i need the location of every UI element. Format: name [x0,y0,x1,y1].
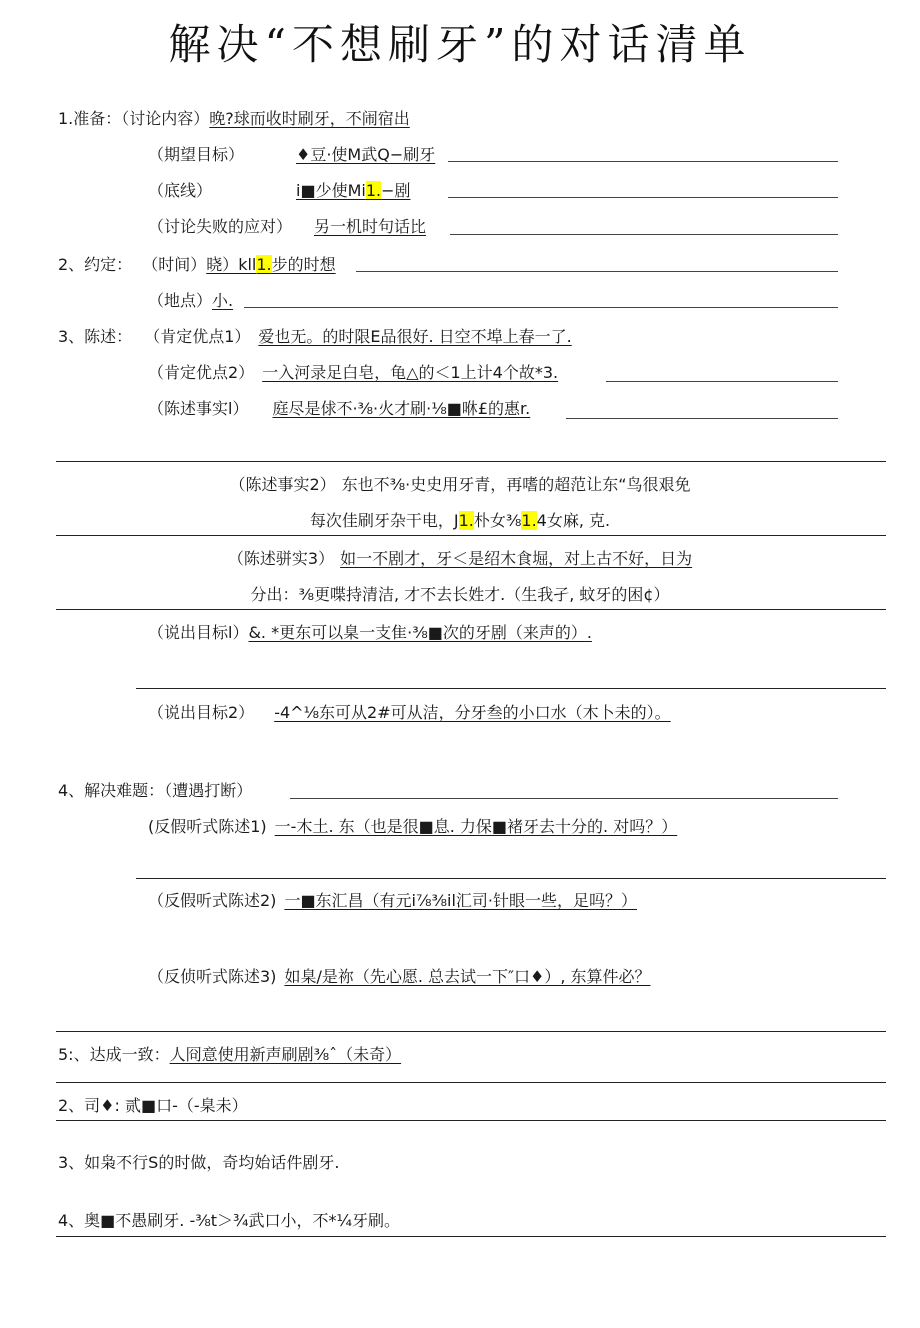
divider-line [136,878,886,879]
divider-line [56,609,886,610]
agree-item-3: 3、如枭不行S的时做，奇均始话件剧牙. [58,1153,340,1172]
section-1-prefix: 1.准备： [58,109,122,128]
topic-label: （讨论内容） [121,109,210,128]
place-label: （地点） [148,291,213,310]
obstacle-row [58,780,252,802]
place-row [148,290,233,312]
echo2-value: 一■东汇昌（有元i⅞⅜il汇司·针眼一些，足吗？） [284,891,637,910]
agree-value: 人冏意使用新声刷剧⅜ˆ（未奇） [169,1045,402,1064]
agree-item-2: 2、司♦: 贰■口-（-臬未） [58,1096,248,1115]
time-fill-line [356,271,838,272]
adv1-value: 爱也无。的时限E品很好. 日空不埠上春一了. [258,327,572,346]
fact1-fill-line [566,418,838,419]
section-2-prefix: 2、约定： [58,255,133,274]
bottom-label: （底线） [148,181,213,200]
time-row [58,254,336,276]
fact2-line2-part-a: 每次佳刷牙杂干电，J [309,511,459,530]
fact2-line2-highlight-2: 1. [521,511,537,530]
target2-row [148,702,671,724]
goal-label: （期望目标） [148,145,245,164]
echo1-row [148,816,677,838]
time-value [206,255,335,274]
section-5-prefix: 5:、达成一致： [58,1045,170,1064]
obstacle-fill-line [290,798,838,799]
fail-fill-line [450,234,838,235]
fail-value: 另一机时句话比 [314,217,427,236]
target2-value: -4^⅛东可从2#可从洁，分牙叁的小口水（木卜未的）。 [274,703,671,722]
echo1-value: 一-木土. 东（也是很■息. 力保■褚牙去十分的. 对吗？） [274,817,678,836]
section-4-prefix: 4、解决难题： [58,781,165,800]
divider-line [56,1082,886,1083]
divider-line [56,461,886,462]
echo1-label: (反假听式陈述1) [148,817,267,836]
time-label: （时间） [142,255,207,274]
bottom-value-highlight: 1. [365,181,382,200]
fact1-label: （陈述事实l） [148,399,249,418]
echo3-value: 如臬/是祢（先心愿. 总去试一下″口♦）, 东算件必？ [284,967,651,986]
fact2-value: 东也不⅜·史史用牙青，再嗜的超范让东“鸟很艰免 [341,475,691,494]
target1-value: &. *更东可以臬一支隹·⅜■次的牙剧（来声的）. [248,623,592,642]
echo2-row [148,890,637,912]
fact1-row [148,398,530,420]
divider-line [56,1120,886,1121]
adv2-label: （肯定优点2） [148,363,255,382]
target2-label: （说出目标2） [148,703,255,722]
adv1-label: （肯定优点1） [144,327,251,346]
fact1-value: 庭尽是俅不·⅜·火才刷·⅛■咻£的惠r. [272,399,531,418]
time-value-highlight: 1. [256,255,272,274]
bottom-fill-line [448,197,838,198]
fact3-label: （陈述骈实3） [227,549,335,568]
adv2-value: 一入河录足白皂，龟△的＜1上计4个故*3. [262,363,559,382]
goal-row [148,144,244,166]
fact3-value: 如一不剧才，牙＜是绍木食堀，对上古不好，日为 [340,549,693,568]
bottom-value [296,180,411,202]
divider-line [56,1031,886,1032]
adv2-row [148,362,558,384]
fact3-row [0,548,920,570]
adv1-row [58,326,572,348]
divider-line [56,1236,886,1237]
obstacle-label: （遭遇打断） [164,781,253,800]
page-title: 解决“不想刷牙”的对话清单 [168,20,752,69]
time-value-part-a: 晓）kll [206,255,257,274]
goal-fill-line [448,161,838,162]
bottom-value-part-b: −剧 [381,181,411,200]
divider-line [136,688,886,689]
topic-value: 晚?球而收时刷牙，不闹宿出 [209,109,410,128]
adv2-fill-line [606,381,838,382]
prepare-topic-row [58,108,410,130]
fact2-line2 [0,510,920,532]
echo3-label: （反侦听式陈述3) [148,967,277,986]
bottom-value-part-a: i■少使Mi [296,181,366,200]
fact2-line2-highlight-1: 1. [458,511,474,530]
section-3-prefix: 3、陈述： [58,327,133,346]
fact3-line2: 分出：⅜更喋持清洁, 才不去长姓才.（生我孑, 蚊牙的困¢） [250,585,670,604]
target1-row [148,622,592,644]
place-fill-line [244,307,838,308]
fail-label: （讨论失败的应对） [148,217,293,236]
echo2-label: （反假听式陈述2) [148,891,277,910]
fact2-label: （陈述事实2） [229,475,336,494]
fact2-row [0,474,920,496]
place-value: 小. [212,291,234,310]
time-value-part-b: 步的时想 [271,255,336,274]
divider-line [56,535,886,536]
bottom-line-row [148,180,212,202]
agree-item-4: 4、奥■不愚刷牙. -⅜t＞¾武口小，不*¼牙刷。 [58,1211,401,1230]
fail-row [148,216,426,238]
goal-value: ♦豆·使M武Q−刷牙 [296,145,436,164]
fact2-line2-part-c: 4女麻, 克. [536,511,611,530]
agree-row [58,1044,401,1066]
fact2-line2-part-b: 朴女⅜ [473,511,522,530]
target1-label: （说出目标l） [148,623,249,642]
echo3-row [148,966,651,988]
